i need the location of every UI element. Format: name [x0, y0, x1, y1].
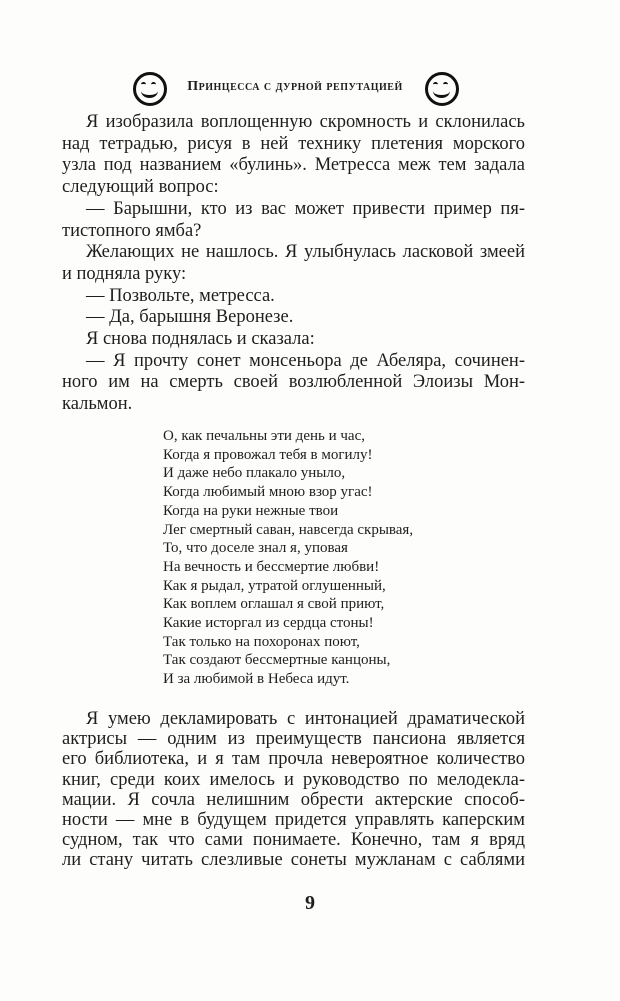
poem-line: Как я рыдал, утратой оглушенный, [163, 577, 386, 594]
text-line: — Да, барышня Веронезе. [86, 307, 294, 328]
poem-line: Какие исторгал из сердца стоны! [163, 615, 374, 632]
smiley-face-icon [425, 72, 459, 106]
text-line: ли стану читать слезливые сонеты мужланам с саблями [62, 850, 525, 871]
poem-line: Лег смертный саван, навсегда скрывая, [163, 521, 414, 538]
text-line: Желающих не нашлось. Я улыбнулась ласковой змеей [86, 242, 525, 263]
text-line: и подняла руку: [62, 263, 187, 284]
poem-line: Как воплем оглашал я свой приют, [163, 596, 385, 613]
text-line: следующий вопрос: [62, 177, 219, 198]
poem-line: Когда на руки нежные твои [163, 502, 339, 519]
text-line: Я изобразила воплощенную скромность и склонилась [86, 112, 525, 132]
text-line: ности — мне в будущем придется управлять каперским [62, 810, 525, 831]
poem-line: Так только на похоронах поют, [163, 633, 360, 650]
poem-line: Так создают бессмертные канцоны, [163, 652, 391, 669]
text-line: тистопного ямба? [62, 220, 202, 241]
text-line: ного им на смерть своей возлюбленной Элоизы Мон- [62, 372, 525, 393]
poem-line: И за любимой в Небеса идут. [163, 671, 350, 688]
poem-line: И даже небо плакало уныло, [163, 465, 346, 482]
page-number: 9 [305, 892, 315, 914]
paragraph-1 [62, 112, 525, 416]
text-line: Я снова поднялась и сказала: [86, 329, 315, 350]
poem-sonnet [163, 427, 413, 689]
text-line: кальмон. [62, 394, 133, 415]
text-line: над тетрадью, рисуя в ней технику плетения морского [62, 133, 525, 154]
text-line: — Барышни, кто из вас может привести пример пя- [86, 198, 525, 219]
poem-line: О, как печальны эти день и час, [163, 428, 365, 444]
poem-line: Когда я провожал тебя в могилу! [163, 446, 373, 463]
text-line: мации. Я сочла нелишним обрести актерские способ- [62, 789, 525, 810]
text-line: — Позвольте, метресса. [86, 285, 275, 306]
running-header [0, 70, 620, 106]
text-line: узла под названием «булинь». Метресса меж тем задала [62, 155, 525, 176]
poem-line: Когда любимый мною взор угас! [163, 484, 373, 501]
text-line: судном, так что сами понимаете. Конечно, там я вряд [62, 830, 525, 851]
text-line: его библиотека, и я там прочла невероятное количество [62, 749, 525, 770]
running-title: Принцесса с дурной репутацией [187, 79, 403, 94]
poem-line: На вечность и бессмертие любви! [163, 558, 380, 575]
text-line: Я умею декламировать с интонацией драматической [86, 709, 525, 729]
poem-line: То, что доселе знал я, уповая [163, 540, 348, 557]
text-line: — Я прочту сонет монсеньора де Абеляра, сочинен- [86, 350, 525, 371]
text-line: актрисы — одним из преимуществ пансиона является [62, 729, 525, 750]
text-line: книг, среди коих имелось и руководство по мелодекла- [62, 769, 525, 790]
paragraph-2 [62, 709, 525, 871]
